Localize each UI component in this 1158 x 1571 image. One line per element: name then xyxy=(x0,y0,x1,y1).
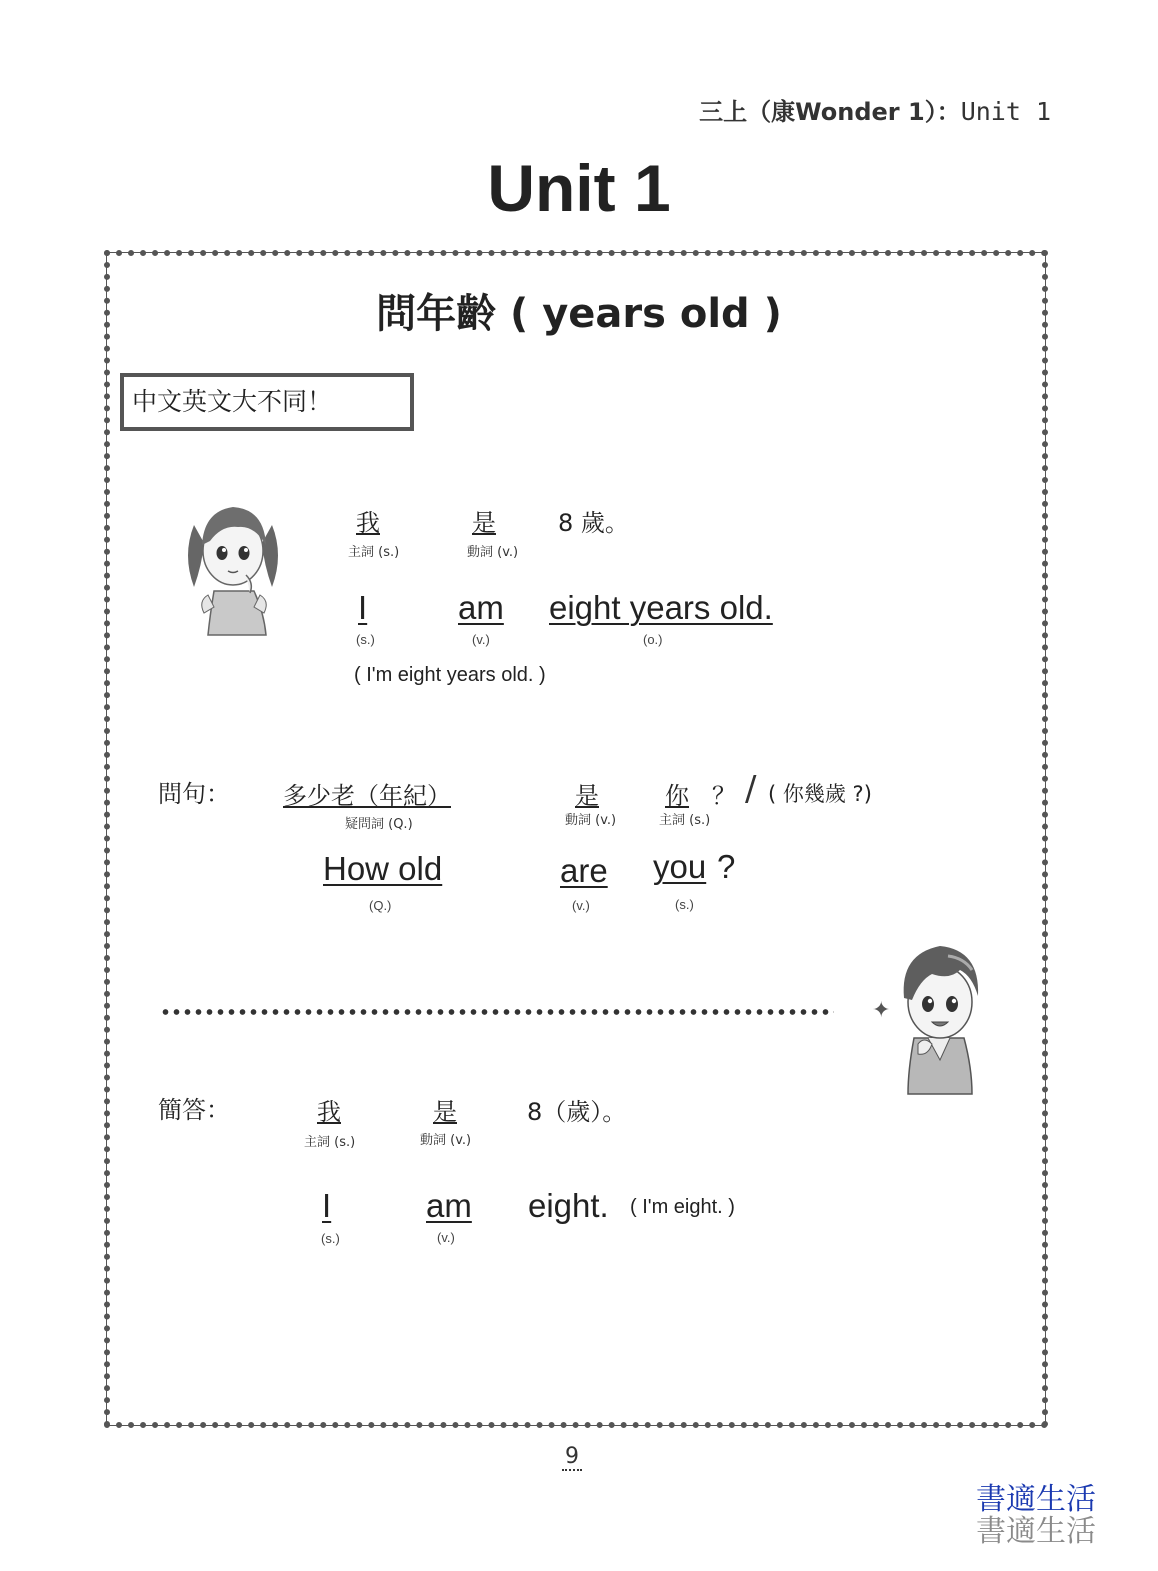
answer-zh-label-subject: 主詞 (s.) xyxy=(304,1135,356,1150)
question-en-subject: you xyxy=(653,848,707,885)
sparkle-icon: ✦ xyxy=(872,998,891,1023)
answer-en-subject: I xyxy=(322,1187,332,1224)
answer-en-verb: am xyxy=(426,1187,472,1224)
question-zh-note: ( 你幾歲 ?) xyxy=(768,782,872,806)
statement-zh-label-subject: 主詞 (s.) xyxy=(348,545,400,560)
answer-zh-label-verb: 動詞 (v.) xyxy=(420,1133,472,1148)
question-zh-verb: 是 xyxy=(575,782,599,810)
statement-en-object: eight years old. xyxy=(549,589,773,626)
header-grade: 三上（康 xyxy=(699,98,796,126)
lesson-title: 問年齡 ( years old ) xyxy=(376,291,782,337)
question-en-qword: How old xyxy=(323,850,443,887)
watermark-primary: 書適生活 xyxy=(976,1482,1096,1517)
answer-en-object: eight. xyxy=(528,1187,609,1224)
answer-en-label-v: (v.) xyxy=(437,1230,455,1245)
question-zh-subject: 你 xyxy=(665,782,689,810)
question-en-label-q: (Q.) xyxy=(369,898,392,913)
question-en-verb: are xyxy=(560,852,608,889)
watermark-shadow: 書適生活 xyxy=(976,1514,1096,1549)
tip-box: 中文英文大不同！ xyxy=(120,373,414,431)
question-label: 問句： xyxy=(158,780,230,808)
statement-en-subject: I xyxy=(358,589,368,626)
statement-contraction: ( I'm eight years old. ) xyxy=(354,664,546,686)
page-number: 9 xyxy=(562,1444,582,1471)
header-close: ）： xyxy=(924,98,961,126)
header-unit: Unit 1 xyxy=(960,97,1051,126)
statement-en-verb: am xyxy=(458,589,504,626)
question-en-label-v: (v.) xyxy=(572,898,590,913)
dotted-divider xyxy=(160,1007,834,1017)
question-zh-mark: ？ xyxy=(712,782,736,810)
statement-zh-subject: 我 xyxy=(356,509,380,537)
page-header xyxy=(699,92,1051,127)
statement-en-label-v: (v.) xyxy=(472,632,490,647)
question-en-mark: ? xyxy=(717,848,736,885)
answer-zh-subject: 我 xyxy=(317,1098,341,1126)
answer-zh-object: 8（歲）。 xyxy=(527,1098,627,1126)
statement-en-label-o: (o.) xyxy=(643,632,663,647)
boy-smiling-illustration xyxy=(888,940,990,1096)
statement-zh-verb: 是 xyxy=(472,509,496,537)
question-zh-label-q: 疑問詞 (Q.) xyxy=(345,817,413,832)
header-book: Wonder 1 xyxy=(795,98,925,126)
girl-thinking-illustration xyxy=(180,495,286,637)
answer-label: 簡答： xyxy=(158,1096,230,1124)
statement-en-label-s: (s.) xyxy=(356,632,375,647)
statement-zh-object: 8 歲。 xyxy=(558,509,629,537)
question-zh-label-s: 主詞 (s.) xyxy=(659,813,711,828)
answer-en-note: ( I'm eight. ) xyxy=(630,1196,735,1218)
unit-title: Unit 1 xyxy=(487,151,671,225)
statement-zh-label-verb: 動詞 (v.) xyxy=(467,545,519,560)
question-zh-label-v: 動詞 (v.) xyxy=(565,813,617,828)
question-slash: / xyxy=(745,769,757,809)
question-zh-qword: 多少老（年紀） xyxy=(283,782,451,810)
question-en-label-s: (s.) xyxy=(675,897,694,912)
answer-en-label-s: (s.) xyxy=(321,1231,340,1246)
answer-zh-verb: 是 xyxy=(433,1098,457,1126)
